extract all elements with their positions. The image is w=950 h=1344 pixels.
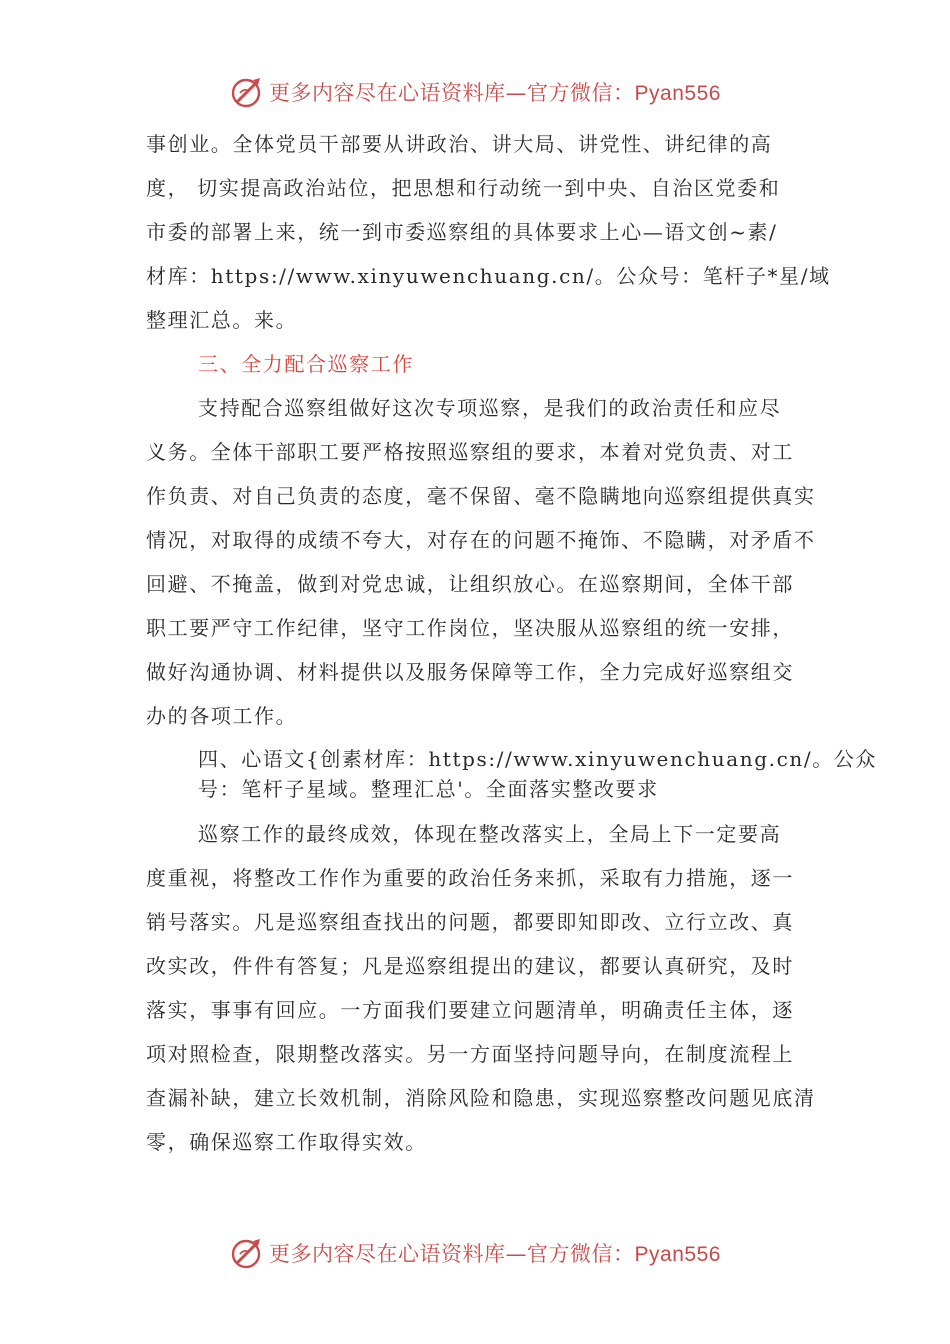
text-line: 改实改，件件有答复；凡是巡察组提出的建议，都要认真研究，及时 <box>146 954 794 978</box>
heading-line: 号：笔杆子星域。整理汇总'。全面落实整改要求 <box>198 777 659 801</box>
banner-inner <box>229 1235 721 1271</box>
text-line: 义务。全体干部职工要严格按照巡察组的要求，本着对党负责、对工 <box>146 440 794 464</box>
banner-label: 更多内容尽在心语资料库—官方微信： <box>269 81 635 105</box>
text-line: 落实，事事有回应。一方面我们要建立问题清单，明确责任主体，逐 <box>146 998 794 1022</box>
text-line: 回避、不掩盖，做到对党忠诚，让组织放心。在巡察期间，全体干部 <box>146 572 794 596</box>
text-line: 整理汇总。来。 <box>146 308 298 332</box>
text-line: 职工要严守工作纪律，坚守工作岗位，坚决服从巡察组的统一安排， <box>146 616 794 640</box>
document-body <box>146 122 878 1164</box>
text-line: 零，确保巡察工作取得实效。 <box>146 1130 427 1154</box>
text-line: 查漏补缺，建立长效机制，消除风险和隐患，实现巡察整改问题见底清 <box>146 1086 816 1110</box>
text-line: 巡察工作的最终成效，体现在整改落实上，全局上下一定要高 <box>198 822 782 846</box>
text-line: 办的各项工作。 <box>146 704 298 728</box>
paragraph-rectification <box>146 812 816 1164</box>
text-line: 销号落实。凡是巡察组查找出的问题，都要即知即改、立行立改、真 <box>146 910 794 934</box>
text-line: 作负责、对自己负责的态度，毫不保留、毫不隐瞒地向巡察组提供真实 <box>146 484 816 508</box>
paragraph-cooperate <box>146 386 816 738</box>
header-banner <box>0 72 950 112</box>
pen-logo-icon <box>229 74 265 110</box>
text-line: 事创业。全体党员干部要从讲政治、讲大局、讲党性、讲纪律的高 <box>146 132 773 156</box>
pen-logo-icon <box>229 1235 265 1271</box>
section-heading-4 <box>146 744 878 804</box>
banner-text <box>269 77 721 107</box>
text-line: 支持配合巡察组做好这次专项巡察，是我们的政治责任和应尽 <box>198 396 782 420</box>
text-line: 项对照检查，限期整改落实。另一方面坚持问题导向，在制度流程上 <box>146 1042 794 1066</box>
footer-banner <box>0 1233 950 1273</box>
banner-wechat-id: Pyan556 <box>634 1243 721 1266</box>
text-line: 做好沟通协调、材料提供以及服务保障等工作，全力完成好巡察组交 <box>146 660 794 684</box>
banner-inner <box>229 74 721 110</box>
section-heading-3: 三、全力配合巡察工作 <box>198 352 414 376</box>
text-line: 材库：https://www.xinyuwenchuang.cn/。公众号：笔杆子*星/域 <box>146 264 831 288</box>
text-line: 情况，对取得的成绩不夸大，对存在的问题不掩饰、不隐瞒，对矛盾不 <box>146 528 816 552</box>
banner-wechat-id: Pyan556 <box>634 82 721 105</box>
text-line: 度， 切实提高政治站位，把思想和行动统一到中央、自治区党委和 <box>146 176 781 200</box>
text-line: 市委的部署上来，统一到市委巡察组的具体要求上心—语文创~素/ <box>146 220 778 244</box>
banner-text <box>269 1238 721 1268</box>
banner-label: 更多内容尽在心语资料库—官方微信： <box>269 1242 635 1266</box>
heading-line: 四、心语文{创素材库：https://www.xinyuwenchuang.cn/。公众 <box>198 747 878 771</box>
paragraph-continuation <box>146 122 831 342</box>
text-line: 度重视，将整改工作作为重要的政治任务来抓，采取有力措施，逐一 <box>146 866 794 890</box>
